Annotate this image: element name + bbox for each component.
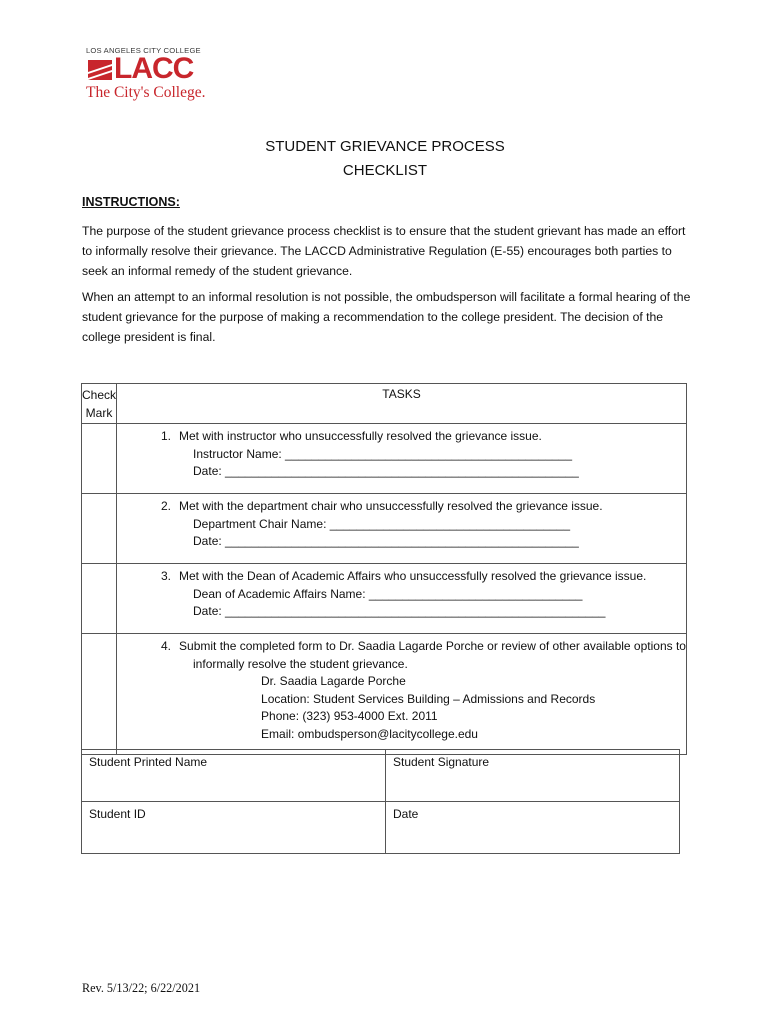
task-4	[117, 634, 687, 755]
task-1-date-field[interactable]: Date: _____________________________________________________	[193, 464, 579, 479]
contact-name: Dr. Saadia Lagarde Porche	[261, 674, 406, 689]
task-2-date-field[interactable]: Date: _____________________________________________________	[193, 534, 579, 549]
task-1	[117, 424, 687, 494]
check-header-line-2: Mark	[85, 406, 113, 420]
task-3-number: 3.	[161, 569, 172, 583]
contact-email[interactable]: Email: ombudsperson@lacitycollege.edu	[261, 726, 478, 741]
task-2	[117, 494, 687, 564]
task-2-number: 2.	[161, 499, 172, 513]
student-id-field[interactable]	[82, 802, 386, 854]
dean-name-field[interactable]: Dean of Academic Affairs Name: ________________________________	[193, 586, 583, 601]
college-logo	[84, 46, 208, 106]
student-printed-name-label: Student Printed Name	[89, 755, 208, 769]
check-header-line-1: Check	[82, 388, 117, 402]
task-2-text: Met with the department chair who unsuccessfully resolved the grievance issue.	[179, 499, 603, 513]
task-3-date-field[interactable]: Date: _________________________________________________________	[193, 604, 606, 619]
check-box-task-4[interactable]	[82, 634, 117, 755]
student-signature-field[interactable]	[386, 750, 680, 802]
instructions-heading: INSTRUCTIONS:	[82, 195, 180, 209]
task-4-number: 4.	[161, 639, 172, 653]
department-chair-name-field[interactable]: Department Chair Name: ____________________________________	[193, 516, 570, 531]
task-1-text: Met with instructor who unsuccessfully resolved the grievance issue.	[179, 429, 542, 443]
task-3	[117, 564, 687, 634]
instructions-paragraph-1: The purpose of the student grievance process checklist is to ensure that the student grievant has made an effort to informally resolve their grievance. The LACCD Administrative Regulation (E-55) encourages both parties to seek an informal remedy of the student grievance.	[82, 224, 686, 278]
student-id-label: Student ID	[89, 807, 146, 821]
task-1-number: 1.	[161, 429, 172, 443]
revision-note: Rev. 5/13/22; 6/22/2021	[82, 981, 201, 995]
check-box-task-3[interactable]	[82, 564, 117, 634]
tasks-header: TASKS	[117, 384, 687, 424]
logo-tagline: The City's College.	[86, 84, 206, 101]
task-4-text-continued: informally resolve the student grievance.	[193, 656, 408, 671]
check-mark-header	[82, 384, 117, 424]
student-signature-label: Student Signature	[393, 755, 490, 769]
student-printed-name-field[interactable]	[82, 750, 386, 802]
logo-letters: LACC	[114, 52, 194, 85]
page-title: STUDENT GRIEVANCE PROCESS	[265, 138, 505, 155]
lacc-mark-icon	[86, 58, 116, 82]
task-3-text: Met with the Dean of Academic Affairs who unsuccessfully resolved the grievance issue.	[179, 569, 647, 583]
page-subtitle: CHECKLIST	[342, 162, 428, 179]
checklist-table	[81, 383, 687, 755]
check-box-task-1[interactable]	[82, 424, 117, 494]
logo-college-name: LOS ANGELES CITY COLLEGE	[86, 46, 201, 55]
contact-phone: Phone: (323) 953-4000 Ext. 2011	[261, 709, 438, 724]
check-box-task-2[interactable]	[82, 494, 117, 564]
signature-table	[81, 749, 680, 854]
task-4-text: Submit the completed form to Dr. Saadia Lagarde Porche or review of other available options to	[179, 639, 686, 653]
date-field[interactable]	[386, 802, 680, 854]
instructions-paragraph-2: When an attempt to an informal resolution is not possible, the ombudsperson will facilitate a formal hearing of the student grievance for the purpose of making a recommendation to the college president. The decision of the college president is final.	[82, 290, 691, 344]
instructor-name-field[interactable]: Instructor Name: ___________________________________________	[193, 446, 573, 461]
date-label: Date	[393, 807, 419, 821]
contact-location: Location: Student Services Building – Admissions and Records	[261, 691, 596, 706]
